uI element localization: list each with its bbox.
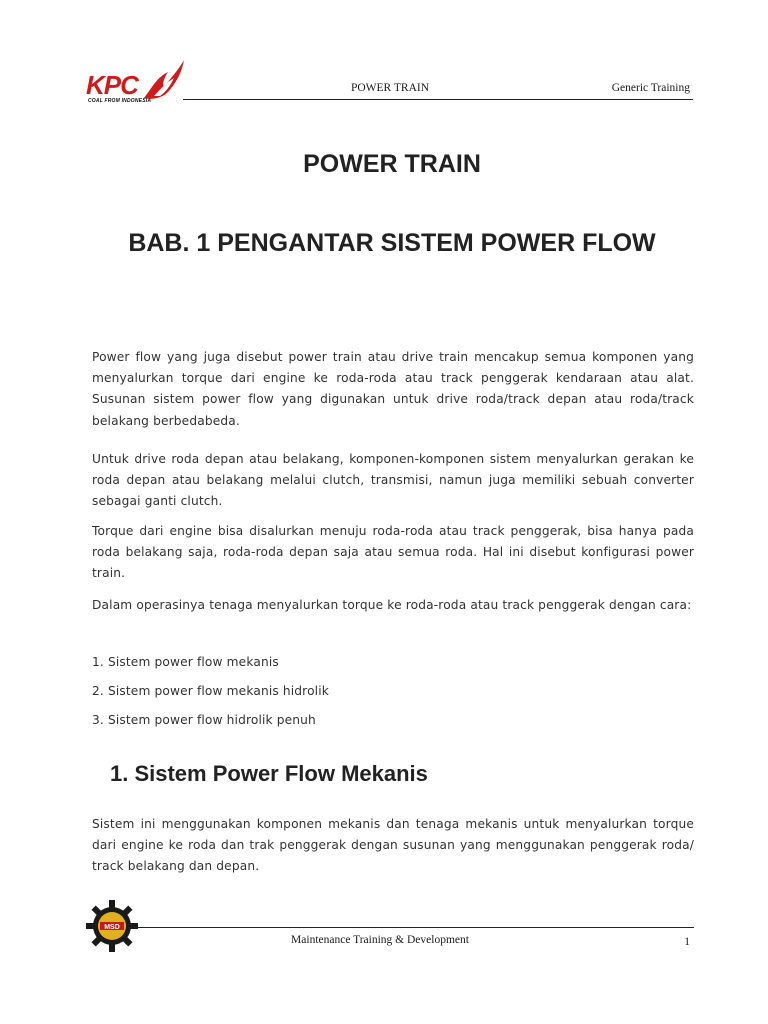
msd-logo-text: MSD [104, 924, 120, 931]
paragraph: Torque dari engine bisa disalurkan menuju roda-roda atau track penggerak, bisa hanya pada roda belakang saja, roda-roda depan saja atau semua roda. Hal ini disebut konfigurasi power train. [92, 524, 694, 581]
paragraph: Untuk drive roda depan atau belakang, komponen-komponen sistem menyalurkan gerakan ke roda depan atau belakang melalui clutch, transmisi, namun juga memiliki sebuah converter sebagai ganti clutch. [92, 452, 694, 509]
paragraph: Power flow yang juga disebut power train atau drive train mencakup semua komponen yang menyalurkan torque dari engine ke roda-roda atau track penggerak kendaraan atau alat. Susunan sistem power flow yang digunakan untuk drive roda/track depan atau roda/track belakang berbedabeda. [92, 350, 694, 428]
logo-text: KPC [86, 70, 138, 100]
msd-logo [86, 900, 138, 952]
header-title: POWER TRAIN [350, 82, 430, 94]
header-label: Generic Training [611, 82, 690, 94]
logo-tagline: COAL FROM INDONESIA [88, 98, 152, 104]
section-heading: 1. Sistem Power Flow Mekanis [110, 761, 428, 786]
section-paragraph: Sistem ini menggunakan komponen mekanis dan tenaga mekanis untuk menyalurkan torque dari engine ke roda dan trak penggerak dengan susunan yang menggunakan penggerak roda/ track belakang dan depan. [92, 817, 694, 874]
list-item: 3. Sistem power flow hidrolik penuh [92, 713, 316, 727]
page-number: 1 [684, 936, 690, 948]
list-item: 1. Sistem power flow mekanis [92, 655, 279, 669]
footer-divider [134, 927, 694, 928]
footer-text: Maintenance Training & Development [291, 934, 469, 946]
kpc-logo [86, 58, 186, 106]
chapter-title: BAB. 1 PENGANTAR SISTEM POWER FLOW [128, 229, 656, 257]
list-item: 2. Sistem power flow mekanis hidrolik [92, 684, 329, 698]
header-divider [183, 99, 693, 100]
document-title: POWER TRAIN [303, 150, 481, 178]
paragraph: Dalam operasinya tenaga menyalurkan torque ke roda-roda atau track penggerak dengan cara: [92, 598, 692, 612]
flame-icon [138, 58, 186, 100]
